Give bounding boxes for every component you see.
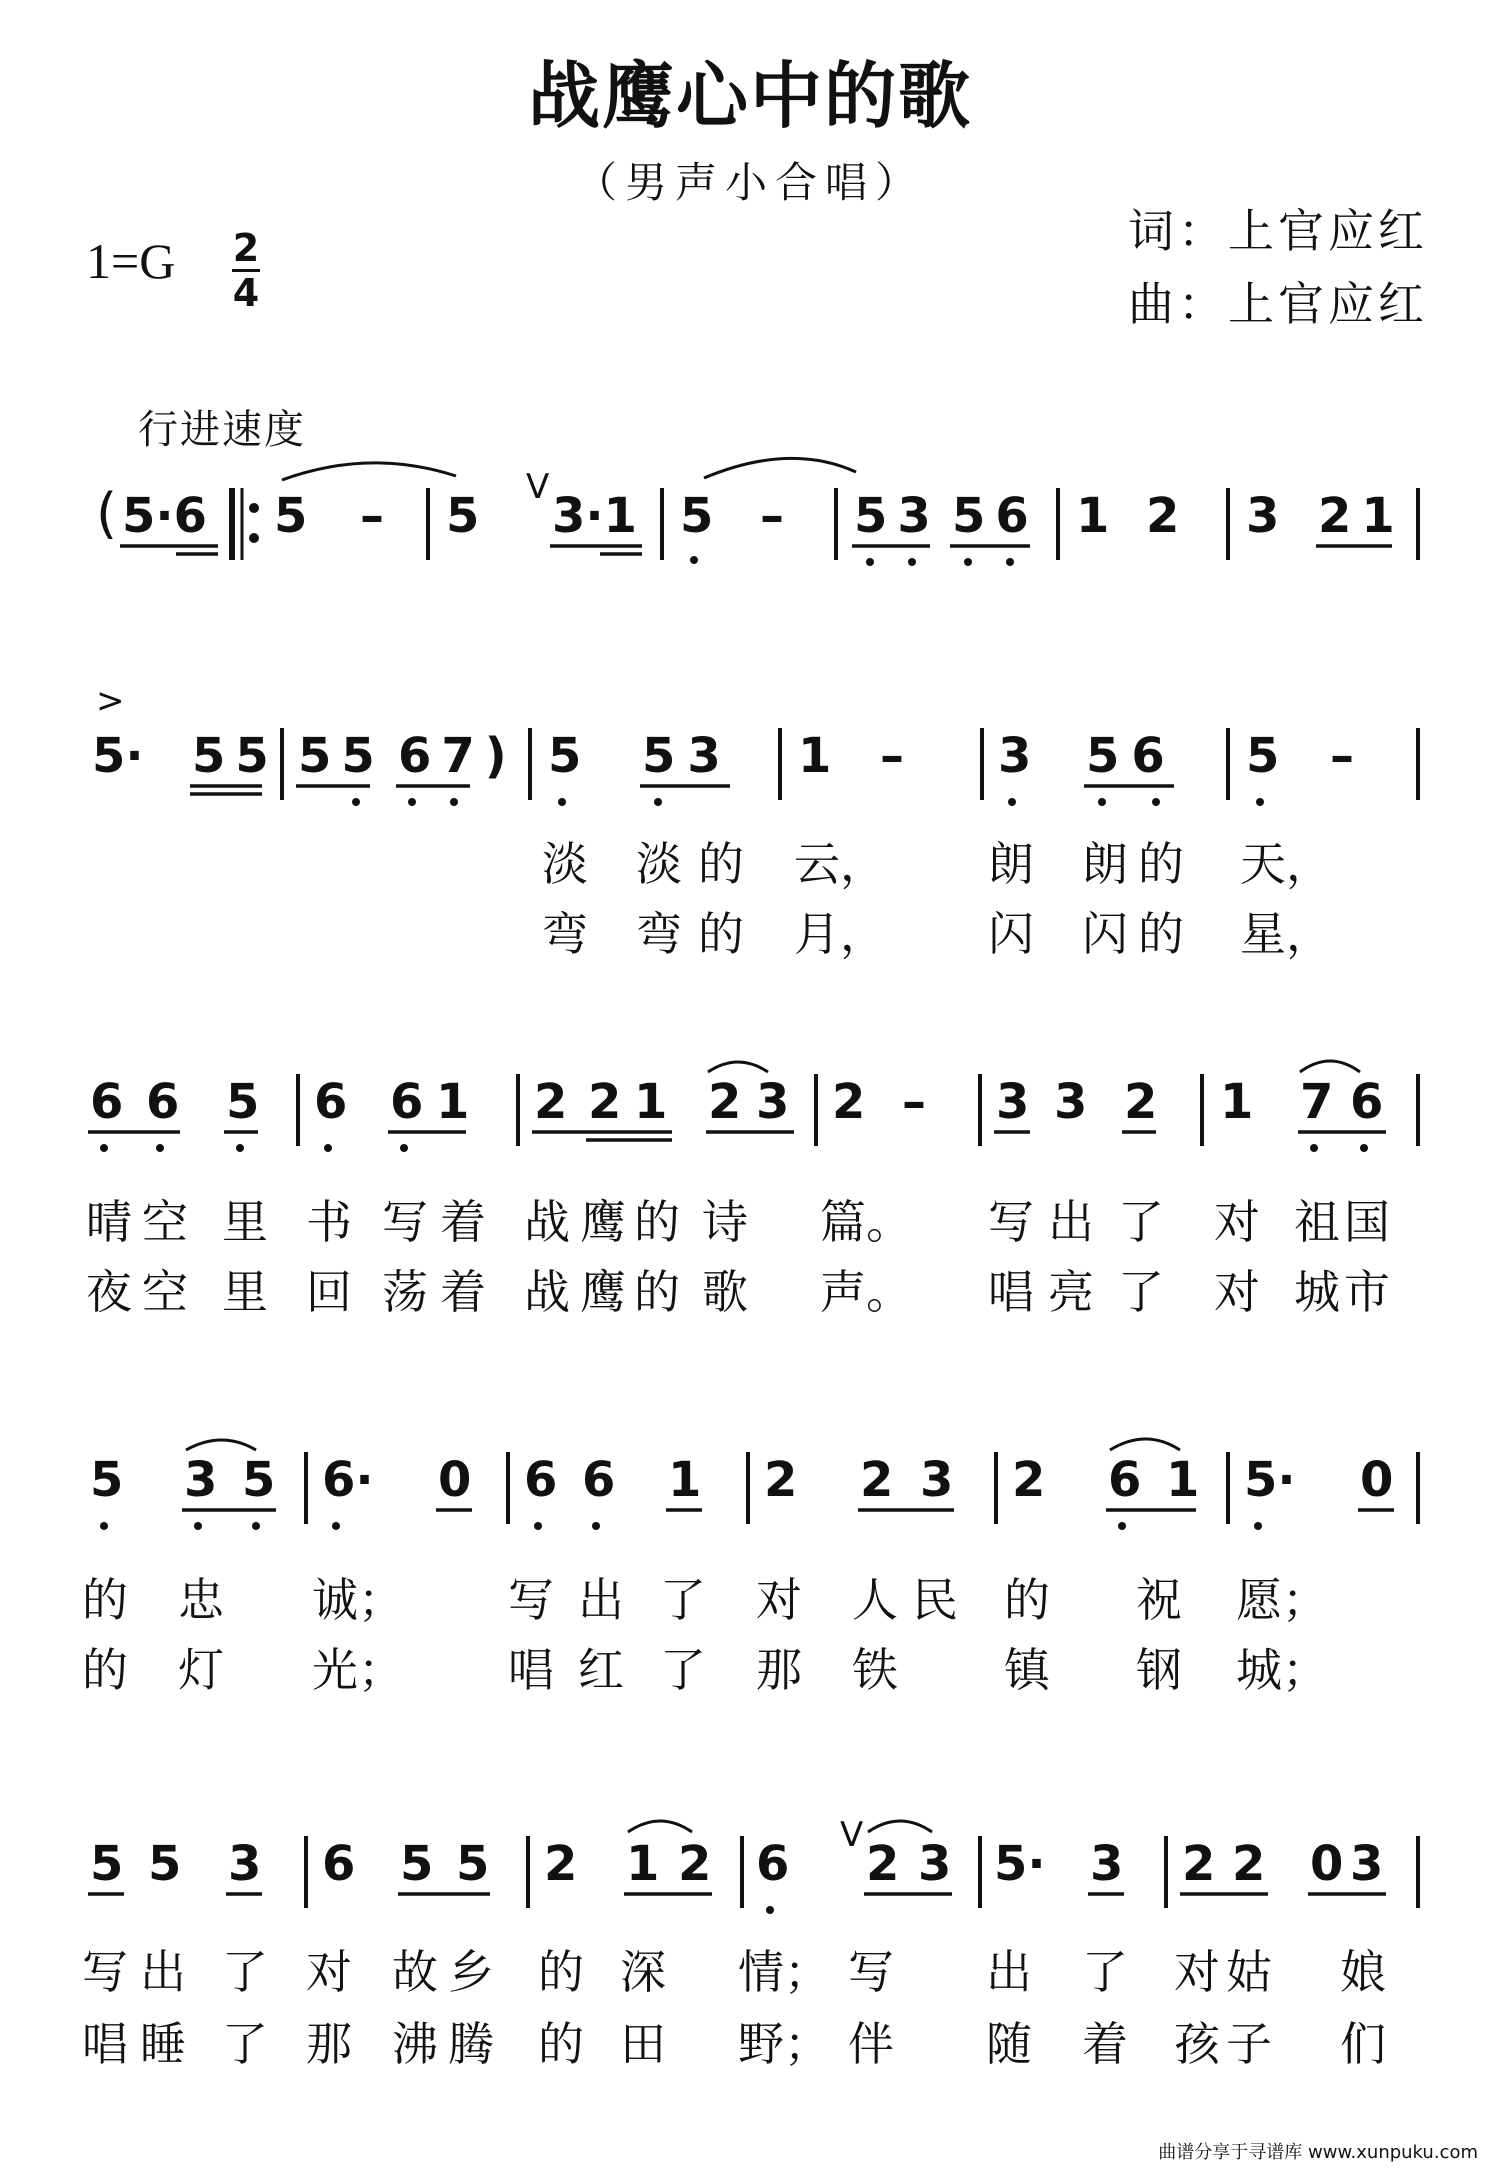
lyric-char: 空	[142, 1265, 188, 1319]
lyric-char: 娘	[1340, 1945, 1386, 1999]
low-octave-dot	[1152, 798, 1160, 806]
slur	[868, 1821, 932, 1832]
lyric-char: 灯	[178, 1643, 224, 1697]
note: 5	[400, 1836, 434, 1892]
lyrics-verse-1	[542, 837, 1332, 891]
lyric-char: 歌	[702, 1265, 748, 1319]
slur	[628, 1821, 692, 1832]
low-octave-dot	[156, 1144, 164, 1152]
note: 3	[996, 1074, 1030, 1130]
low-octave-dot	[766, 1906, 774, 1914]
note: 3·1	[552, 488, 638, 544]
note: 2	[1182, 1836, 1216, 1892]
lyric-char: 的	[634, 1265, 680, 1319]
lyric-char: 淡	[542, 837, 588, 891]
lyric-char: 祝	[1136, 1573, 1182, 1627]
note: 6	[322, 1836, 356, 1892]
note: 3	[918, 1836, 952, 1892]
note: 1	[668, 1452, 702, 1508]
note: –	[1330, 728, 1354, 784]
note: 5	[90, 1452, 124, 1508]
lyric-char: 诚；	[312, 1573, 404, 1627]
lyric-char: 天，	[1240, 837, 1332, 891]
lyric-char: 光；	[312, 1643, 404, 1697]
tempo-marking: 行进速度	[138, 407, 306, 453]
note: 2	[534, 1074, 568, 1130]
note: 1	[1076, 488, 1110, 544]
note: 6	[314, 1074, 348, 1130]
note: 2	[544, 1836, 578, 1892]
lyric-char: 祖	[1294, 1195, 1340, 1249]
low-octave-dot	[1118, 1522, 1126, 1530]
low-octave-dot	[1256, 798, 1264, 806]
low-octave-dot	[236, 1144, 244, 1152]
lyric-char: 空	[142, 1195, 188, 1249]
lyric-char: 愿；	[1236, 1573, 1328, 1627]
note: –	[760, 488, 784, 544]
slur	[186, 1440, 256, 1450]
lyric-char: 出	[140, 1945, 186, 1999]
lyric-char: 的	[538, 2017, 584, 2071]
lyric-char: 钢	[1136, 1643, 1182, 1697]
note: 5·6	[122, 488, 208, 544]
lyric-char: 回	[306, 1265, 352, 1319]
lyric-char: 对	[1214, 1195, 1260, 1249]
footer-watermark: 曲谱分享于寻谱库 www.xunpuku.com	[1158, 2142, 1478, 2163]
note: 7	[1300, 1074, 1334, 1130]
note: 0	[1310, 1836, 1344, 1892]
note: 3	[228, 1836, 262, 1892]
lyric-char: 出	[1048, 1195, 1094, 1249]
lyric-char: 晴	[86, 1195, 132, 1249]
note: 5	[1246, 728, 1280, 784]
low-octave-dot	[1310, 1144, 1318, 1152]
lyric-char: 人	[852, 1573, 898, 1627]
note: 5	[242, 1452, 276, 1508]
lyric-char: 书	[306, 1195, 352, 1249]
low-octave-dot	[1360, 1144, 1368, 1152]
lyric-char: 了	[222, 2017, 268, 2071]
note: 3	[1090, 1836, 1124, 1892]
low-octave-dot	[558, 798, 566, 806]
note: 1	[634, 1074, 668, 1130]
lyric-char: 的	[82, 1573, 128, 1627]
lyric-char: 月，	[794, 907, 886, 961]
lyric-char: 淡	[636, 837, 682, 891]
lyric-char: 写	[382, 1195, 428, 1249]
lyric-char: 诗	[702, 1195, 748, 1249]
score-line-2	[92, 681, 1418, 961]
lyric-char: 闪	[988, 907, 1034, 961]
note: 2	[678, 1836, 712, 1892]
lyric-char: 对	[1214, 1265, 1260, 1319]
lyric-char: 对	[1174, 1945, 1220, 1999]
note: 1	[626, 1836, 660, 1892]
note: 6	[582, 1452, 616, 1508]
lyrics-verse-1	[82, 1573, 1328, 1627]
low-octave-dot	[866, 558, 874, 566]
note: 0	[1360, 1452, 1394, 1508]
low-octave-dot	[352, 798, 360, 806]
note: 5	[274, 488, 308, 544]
note: 2	[1012, 1452, 1046, 1508]
lyrics-verse-2	[86, 1265, 1390, 1319]
note: 5	[446, 488, 480, 544]
lyric-char: 乡	[448, 1945, 494, 1999]
lyric-char: 铁	[852, 1643, 898, 1697]
lyric-char: 篇。	[820, 1195, 912, 1249]
lyric-char: 城	[1294, 1265, 1340, 1319]
low-octave-dot	[690, 556, 698, 564]
lyrics-verse-1	[82, 1945, 1386, 1999]
note: 2	[860, 1452, 894, 1508]
lyric-char: 云，	[794, 837, 886, 891]
lyric-char: 战	[524, 1265, 570, 1319]
repeat-dot	[249, 533, 259, 543]
lyric-char: 弯	[636, 907, 682, 961]
lyric-char: 野；	[738, 2017, 830, 2071]
lyric-char: 姑	[1226, 1945, 1272, 1999]
note: –	[360, 488, 384, 544]
lyric-char: 朗	[988, 837, 1034, 891]
lyric-char: 了	[1118, 1265, 1164, 1319]
low-octave-dot	[1008, 798, 1016, 806]
lyric-char: 对	[756, 1573, 802, 1627]
note: 3	[184, 1452, 218, 1508]
low-octave-dot	[1006, 558, 1014, 566]
note: 3	[998, 728, 1032, 784]
note-group: 53	[642, 728, 733, 784]
lyric-char: 情；	[738, 1945, 830, 1999]
score-line-1	[96, 458, 1418, 566]
note: 3	[1246, 488, 1280, 544]
note: 6	[390, 1074, 424, 1130]
lyric-char: 夜	[86, 1265, 132, 1319]
lyric-char: 故	[392, 1945, 438, 1999]
note: 2	[866, 1836, 900, 1892]
note: 5·	[994, 1836, 1046, 1892]
low-octave-dot	[450, 798, 458, 806]
lyric-char: 的	[82, 1643, 128, 1697]
lyricist-credit: 词：上官应红	[1128, 204, 1428, 258]
lyric-char: 镇	[1004, 1643, 1050, 1697]
lyric-char: 写	[82, 1945, 128, 1999]
note: 5·	[1244, 1452, 1296, 1508]
lyric-char: 的	[1004, 1573, 1050, 1627]
note-group: 55	[298, 728, 385, 784]
note: 0	[438, 1452, 472, 1508]
lyric-char: 那	[756, 1643, 802, 1697]
lyric-char: 的	[1138, 837, 1184, 891]
lyric-char: 对	[306, 1945, 352, 1999]
lyric-char: 市	[1344, 1265, 1390, 1319]
lyric-char: 唱	[508, 1643, 554, 1697]
lyric-char: 写	[848, 1945, 894, 1999]
lyric-char: 荡	[382, 1265, 428, 1319]
accent-mark: >	[96, 681, 125, 721]
lyric-char: 里	[222, 1265, 268, 1319]
lyric-char: 着	[440, 1195, 486, 1249]
note-group: 56	[1086, 728, 1177, 784]
note: 3	[1350, 1836, 1384, 1892]
lyric-char: 田	[620, 2017, 666, 2071]
note: –	[902, 1074, 926, 1130]
lyric-char: 民	[912, 1573, 958, 1627]
lyric-char: 闪	[1082, 907, 1128, 961]
lyric-char: 忠	[178, 1573, 224, 1627]
song-subtitle: （男声小合唱）	[574, 158, 925, 207]
lyric-char: 星，	[1240, 907, 1332, 961]
low-octave-dot	[1098, 798, 1106, 806]
low-octave-dot	[654, 798, 662, 806]
lyric-char: 唱	[82, 2017, 128, 2071]
lyric-char: 的	[634, 1195, 680, 1249]
score-line-4	[82, 1439, 1418, 1697]
low-octave-dot	[252, 1522, 260, 1530]
note: 2	[764, 1452, 798, 1508]
lyric-char: 着	[440, 1265, 486, 1319]
time-signature-top: 2	[232, 226, 260, 270]
lyric-char: 着	[1082, 2017, 1128, 2071]
lyric-char: 腾	[448, 2017, 494, 2071]
lyric-char: 那	[306, 2017, 352, 2071]
lyric-char: 随	[986, 2017, 1032, 2071]
low-octave-dot	[332, 1522, 340, 1530]
lyric-char: 睡	[140, 2017, 186, 2071]
note: 5	[680, 488, 714, 544]
breath-mark: V	[526, 467, 550, 507]
note-group: 21	[1318, 488, 1405, 544]
lyric-char: 鹰	[580, 1195, 626, 1249]
score-line-5	[82, 1815, 1418, 2071]
time-signature-bottom: 4	[232, 271, 260, 315]
low-octave-dot	[908, 558, 916, 566]
note-group: 53	[854, 488, 941, 544]
lyric-char: 了	[1082, 1945, 1128, 1999]
low-octave-dot	[1254, 1522, 1262, 1530]
lyrics-verse-2	[542, 907, 1332, 961]
lyric-char: 的	[1138, 907, 1184, 961]
low-octave-dot	[194, 1522, 202, 1530]
note: 3	[756, 1074, 790, 1130]
repeat-dot	[249, 503, 259, 513]
lyric-char: 的	[698, 837, 744, 891]
note: 5	[456, 1836, 490, 1892]
note: –	[880, 728, 904, 784]
note: 5	[90, 1836, 124, 1892]
note: 1	[436, 1074, 470, 1130]
note-group: 56	[952, 488, 1039, 544]
low-octave-dot	[400, 1144, 408, 1152]
lyric-char: 红	[578, 1643, 624, 1697]
lyric-char: 弯	[542, 907, 588, 961]
lyric-char: 写	[508, 1573, 554, 1627]
lyric-char: 孩	[1174, 2017, 1220, 2071]
lyric-char: 写	[988, 1195, 1034, 1249]
breath-mark: V	[840, 1815, 864, 1855]
low-octave-dot	[408, 798, 416, 806]
note-group: 55	[192, 728, 279, 784]
low-octave-dot	[100, 1522, 108, 1530]
lyric-char: 战	[524, 1195, 570, 1249]
lyric-char: 的	[698, 907, 744, 961]
note: 2	[1232, 1836, 1266, 1892]
lyric-char: 深	[620, 1945, 666, 1999]
note: 2	[588, 1074, 622, 1130]
lyrics-verse-2	[82, 2017, 1386, 2071]
lyric-char: 了	[660, 1643, 706, 1697]
note: 6	[146, 1074, 180, 1130]
lyric-char: 了	[660, 1573, 706, 1627]
lyric-char: 沸	[392, 2017, 438, 2071]
low-octave-dot	[534, 1522, 542, 1530]
lyrics-verse-1	[86, 1195, 1390, 1249]
lyric-char: 城；	[1236, 1643, 1328, 1697]
note: 3	[920, 1452, 954, 1508]
lyric-char: 里	[222, 1195, 268, 1249]
note: 3	[1054, 1074, 1088, 1130]
lyric-char: 朗	[1082, 837, 1128, 891]
note-group: 67)	[398, 728, 517, 784]
note: 1	[1220, 1074, 1254, 1130]
note: 2	[708, 1074, 742, 1130]
note: 5	[548, 728, 582, 784]
low-octave-dot	[100, 1144, 108, 1152]
note: 6·	[322, 1452, 374, 1508]
lyric-char: 唱	[988, 1265, 1034, 1319]
note: 1	[798, 728, 832, 784]
note: 6	[524, 1452, 558, 1508]
lyric-char: 鹰	[580, 1265, 626, 1319]
lyric-char: 伴	[848, 2017, 894, 2071]
slur	[1110, 1439, 1180, 1450]
note-paren-open: (	[96, 482, 118, 545]
note: 5	[148, 1836, 182, 1892]
note: 6	[1108, 1452, 1142, 1508]
lyric-char: 声。	[820, 1265, 912, 1319]
lyrics-verse-2	[82, 1643, 1328, 1697]
note: 2	[1146, 488, 1180, 544]
note: 6	[756, 1836, 790, 1892]
note: 5·	[92, 728, 144, 784]
low-octave-dot	[324, 1144, 332, 1152]
lyric-char: 们	[1340, 2017, 1386, 2071]
note: 6	[1350, 1074, 1384, 1130]
lyric-char: 了	[1118, 1195, 1164, 1249]
song-title: 战鹰心中的歌	[527, 54, 972, 138]
lyric-char: 国	[1344, 1195, 1390, 1249]
lyric-char: 出	[986, 1945, 1032, 1999]
slur	[708, 1062, 768, 1072]
composer-credit: 曲：上官应红	[1128, 277, 1428, 331]
lyric-char: 的	[538, 1945, 584, 1999]
score-line-3	[86, 1061, 1418, 1319]
slur	[1300, 1061, 1360, 1072]
low-octave-dot	[964, 558, 972, 566]
lyric-char: 了	[222, 1945, 268, 1999]
lyric-char: 出	[578, 1573, 624, 1627]
note: 2	[832, 1074, 866, 1130]
low-octave-dot	[592, 1522, 600, 1530]
note: 5	[226, 1074, 260, 1130]
tie	[282, 463, 456, 480]
lyric-char: 子	[1226, 2017, 1272, 2071]
note: 1	[1166, 1452, 1200, 1508]
lyric-char: 亮	[1048, 1265, 1094, 1319]
note: 6	[90, 1074, 124, 1130]
note: 2	[1124, 1074, 1158, 1130]
key-signature: 1=G	[86, 233, 176, 289]
tie	[704, 458, 856, 478]
